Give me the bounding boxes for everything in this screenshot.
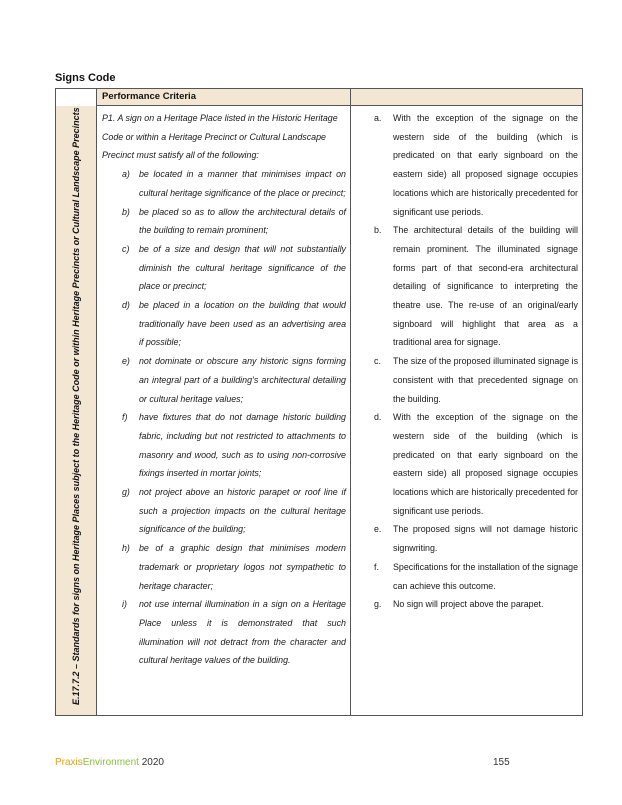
response-item-label: g. [374, 599, 382, 610]
response-item [374, 408, 578, 520]
criterion-item-label: g) [122, 487, 130, 498]
criterion-item [102, 483, 346, 539]
column-divider [350, 89, 351, 715]
response-item-text: Specifications for the installation of the signage can achieve this outcome. [393, 561, 579, 591]
standard-side-label: E.17.7.2 – Standards for signs on Heritage Places subject to the Heritage Code or within Heritage Precincts or Cultural Landscape Precincts [71, 107, 81, 705]
page-number: 155 [493, 757, 510, 768]
criterion-item-label: i) [122, 599, 127, 610]
criteria-intro: P1. A sign on a Heritage Place listed in the Historic Heritage Code or within a Heritage Precinct or Cultural Landscape Precinct must satisfy all of the following: [102, 113, 338, 161]
footer-year: 2020 [138, 757, 164, 768]
criterion-item [102, 240, 346, 296]
criterion-item-label: f) [122, 412, 128, 423]
criterion-item [102, 595, 346, 670]
criterion-item-label: d) [122, 300, 130, 311]
response-item-label: d. [374, 412, 382, 423]
response-item-text: The proposed signs will not damage historic signwriting. [393, 524, 578, 554]
response-item-label: f. [374, 561, 379, 572]
criteria-column [102, 109, 346, 670]
response-item [374, 352, 578, 408]
criteria-list [102, 165, 346, 670]
response-item-text: The architectural details of the building will remain prominent. The illuminated signage forms part of that second-era architectural detailing of significance to interpreting the theatre use. The re-use of an original/early signboard will highlight that area as a traditional area for signage. [393, 225, 578, 348]
brand-environment: Environment [82, 757, 139, 768]
table-header [96, 89, 582, 106]
criterion-item-text: be of a graphic design that minimises modern trademark or proprietary logos not sympathetic to heritage character; [139, 543, 346, 591]
criterion-item-text: not dominate or obscure any historic signs forming an integral part of a building’s architectural detailing or cultural heritage values; [139, 356, 346, 404]
criterion-item-label: c) [122, 243, 130, 254]
criterion-item-text: be located in a manner that minimises impact on cultural heritage significance of the place or precinct; [139, 169, 346, 198]
column-divider [96, 89, 97, 715]
criterion-item-text: be of a size and design that will not substantially diminish the cultural heritage significance of the place or precinct; [139, 243, 346, 292]
brand-praxis: Praxis [55, 757, 83, 768]
criterion-item-text: be placed so as to allow the architectural details of the building to remain prominent; [139, 206, 346, 236]
criterion-item-label: h) [122, 543, 130, 554]
performance-criteria-heading: Performance Criteria [102, 91, 196, 102]
criterion-item [102, 296, 346, 352]
response-item [374, 558, 578, 595]
criterion-item [102, 408, 346, 483]
response-item-label: a. [374, 113, 382, 123]
response-item-text: No sign will project above the parapet. [393, 599, 544, 610]
criterion-item-label: e) [122, 356, 130, 367]
criterion-item-label: b) [122, 206, 130, 217]
side-label-cell [56, 106, 96, 715]
response-item-text: With the exception of the signage on the western side of the building (which is predicated on that early signboard on the eastern side) all proposed signage occupies locations which are historically precedented for significant use periods. [393, 113, 578, 217]
page-title: Signs Code [55, 72, 116, 84]
response-item [374, 595, 578, 614]
criterion-item-text: be placed in a location on the building that would traditionally have been used as an advertising area if possible; [139, 300, 346, 348]
footer-brand [55, 757, 164, 768]
signs-code-table [55, 88, 583, 716]
response-item [374, 520, 578, 557]
criterion-item-text: not use internal illumination in a sign on a Heritage Place unless it is demonstrated that such illumination will not detract from the character and cultural heritage values of the building. [139, 599, 346, 666]
response-item-text: The size of the proposed illuminated signage is consistent with that precedented signage on the building. [393, 356, 579, 404]
response-item-label: c. [374, 356, 381, 367]
response-item [374, 221, 578, 352]
response-column [374, 109, 578, 614]
criterion-item [102, 165, 346, 202]
criterion-item [102, 352, 346, 408]
criterion-item [102, 203, 346, 240]
criterion-item [102, 539, 346, 595]
response-item [374, 109, 578, 221]
response-item-text: With the exception of the signage on the western side of the building (which is predicated on that early signboard on the eastern side) all proposed signage occupies locations which are historically precedented for significant use periods. [393, 412, 578, 516]
response-item-label: b. [374, 225, 382, 236]
criterion-item-text: not project above an historic parapet or roof line if such a projection impacts on the cultural heritage significance of the building; [139, 487, 346, 535]
response-list [374, 109, 578, 614]
response-item-label: e. [374, 524, 382, 535]
criterion-item-label: a) [122, 169, 130, 180]
criterion-item-text: have fixtures that do not damage historic building fabric, including but not restricted to attachments to masonry and wood, such as to using non-corrosive fixings inserted in mortar joints; [139, 412, 346, 479]
